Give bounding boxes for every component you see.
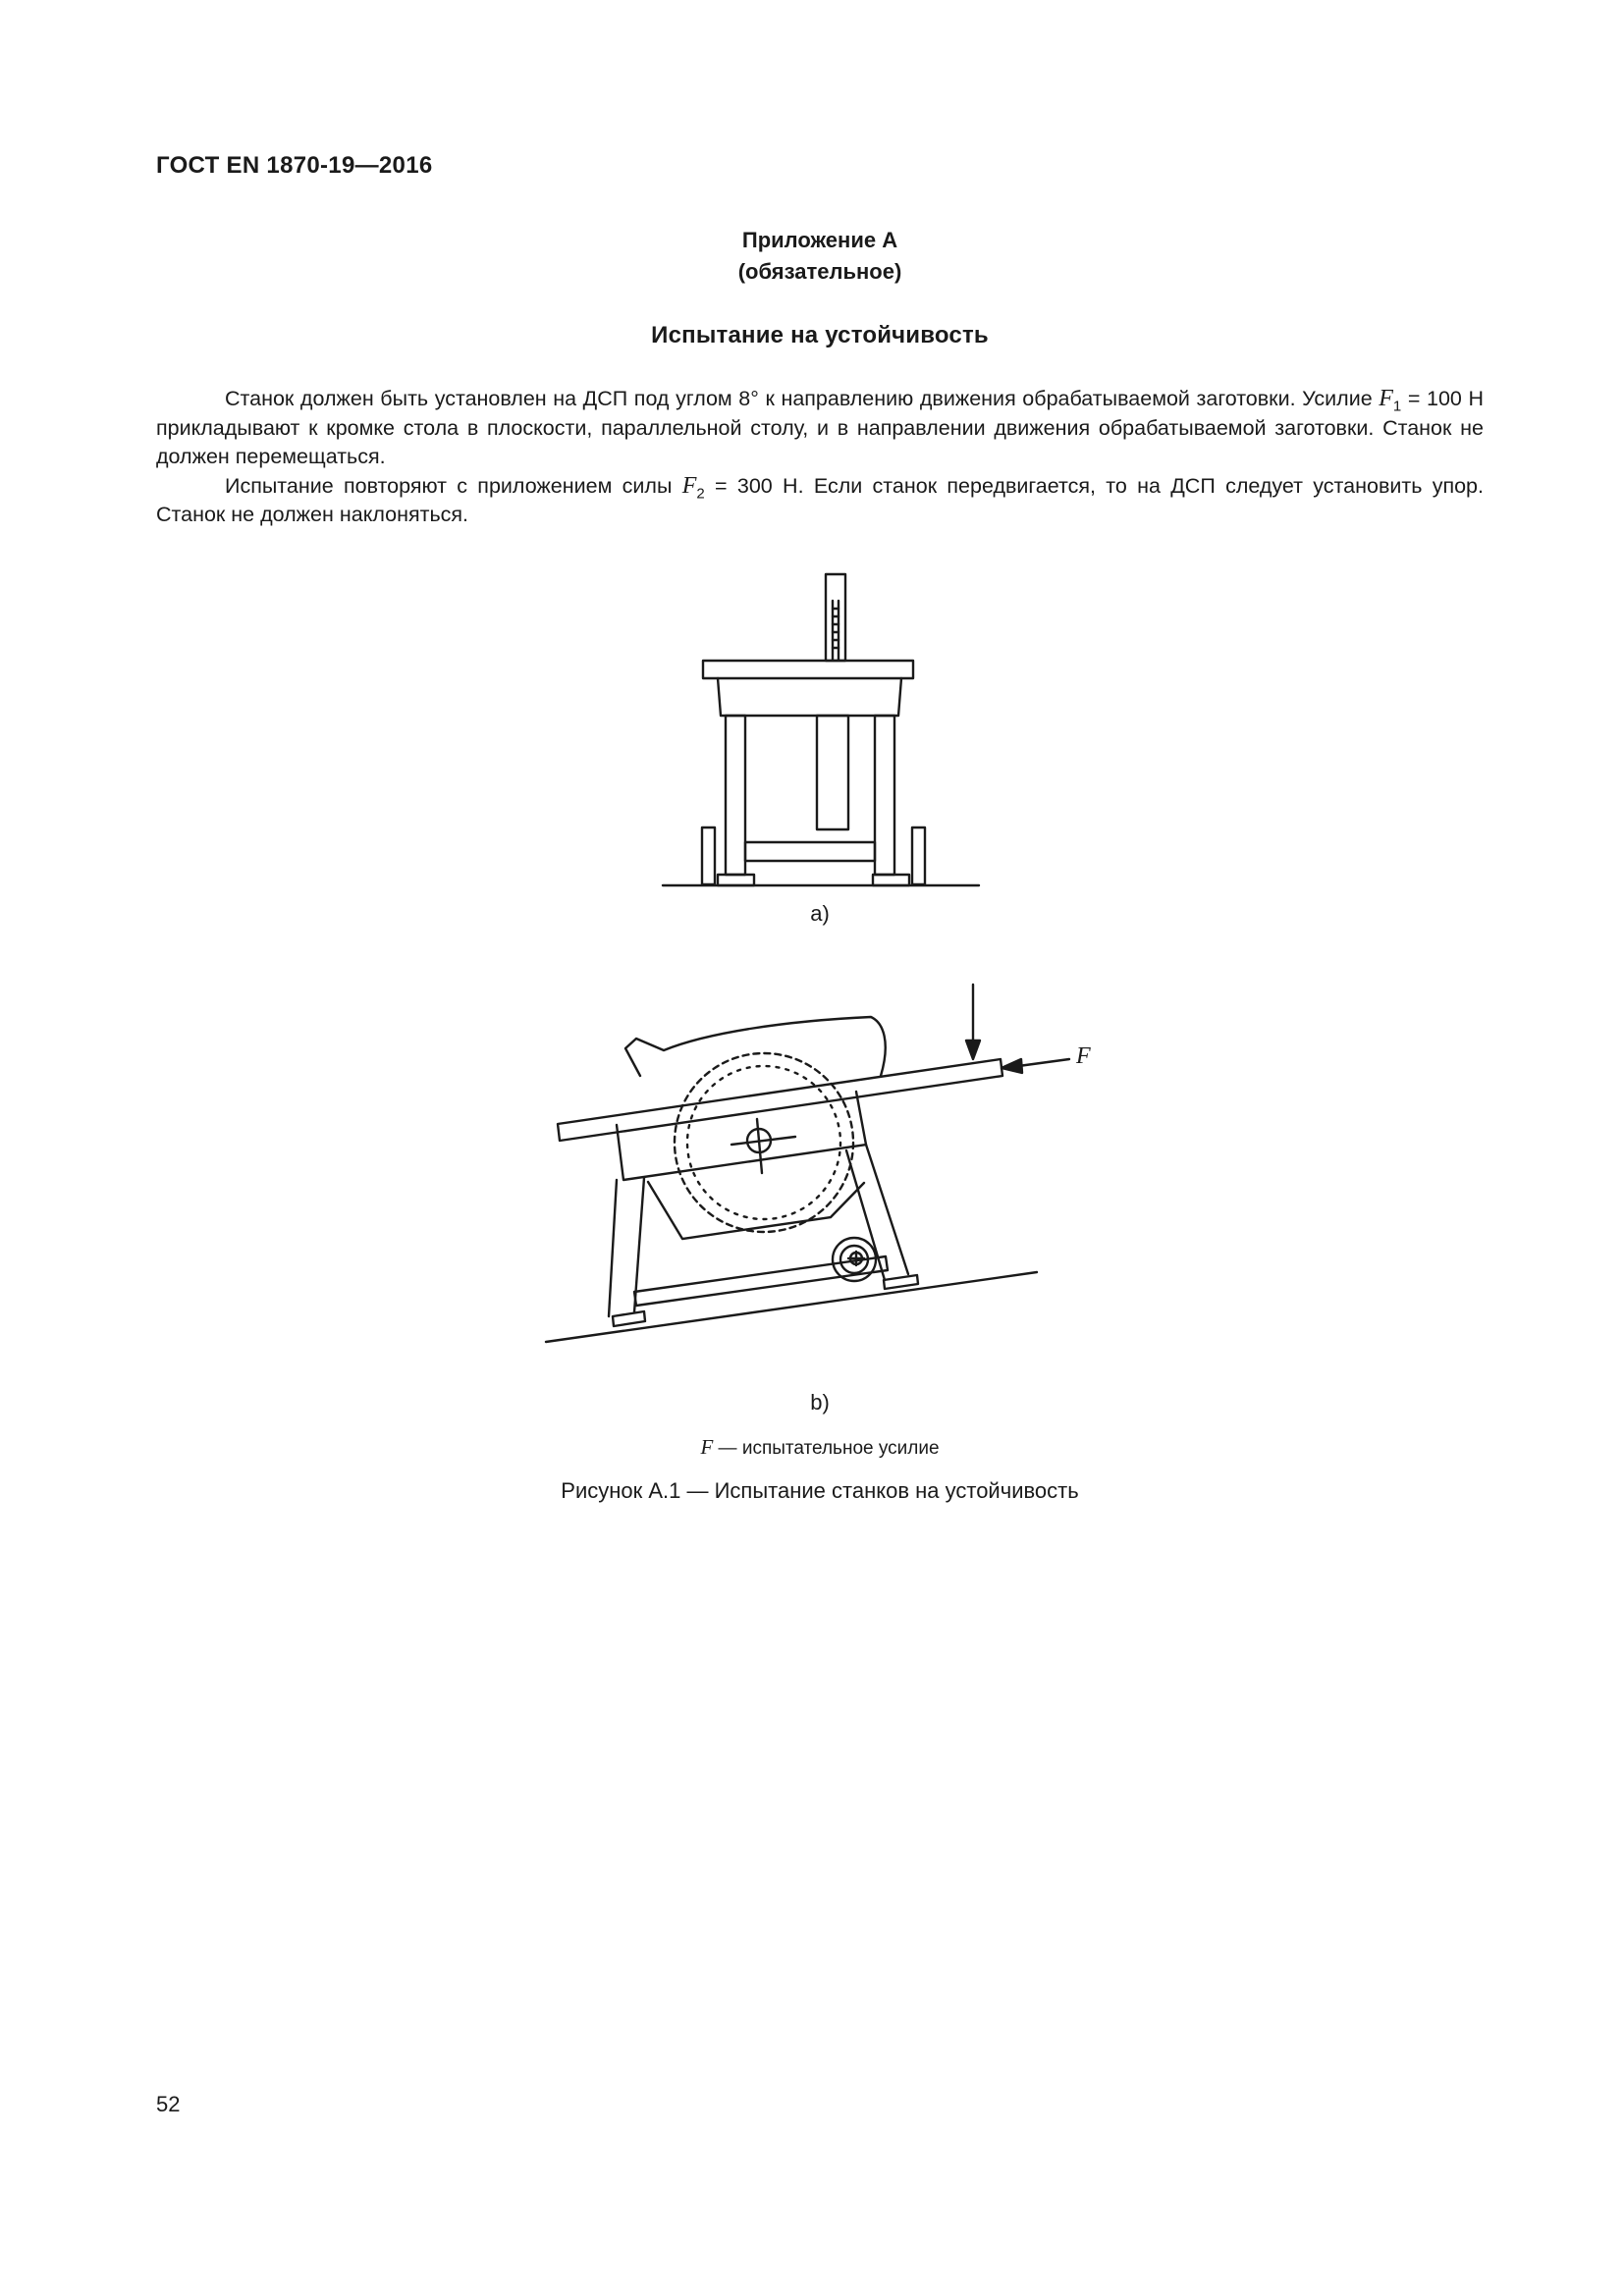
figure-b-side-view (535, 977, 1114, 1350)
document-header: ГОСТ EN 1870-19—2016 (156, 152, 433, 179)
section-title: Испытание на устойчивость (651, 322, 989, 348)
table-top (703, 661, 913, 678)
force-label: F (1076, 1043, 1091, 1069)
right-leg (875, 716, 894, 875)
table-board (558, 1059, 1002, 1141)
figure-label-a: a) (810, 901, 830, 926)
body-text (156, 385, 1484, 530)
stop-left (702, 828, 715, 884)
appendix-status: (обязательное) (737, 259, 902, 284)
paragraph-2: Испытание повторяют с приложением силы $F_2 = 300$ Н. Если станок передвигается, то на ДСП следует установить упор. Станок не должен наклоняться. (156, 472, 1484, 526)
page-number: 52 (156, 2092, 181, 2116)
left-leg (726, 716, 745, 875)
figure-caption: Рисунок А.1 — Испытание станков на устойчивость (561, 1478, 1079, 1503)
stop-right (912, 828, 925, 884)
blade-housing (817, 716, 848, 829)
figure-a-front-view (648, 564, 992, 898)
figure-label-b: b) (810, 1390, 830, 1415)
appendix-title: Приложение А (741, 228, 898, 252)
figure-legend: F — испытательное усилие (700, 1435, 940, 1459)
blade-guard (625, 1017, 886, 1076)
saw-blade (675, 1053, 853, 1232)
paragraph-1: Станок должен быть установлен на ДСП под углом 8° к направлению движения обрабатываемой заготовки. Усилие $F_1 = 100$ Н прикладывают к кромке стола в плоскости, параллельной столу, и в направлении движения обрабатываемой заготовки. Станок не должен перемещаться. (156, 386, 1484, 468)
